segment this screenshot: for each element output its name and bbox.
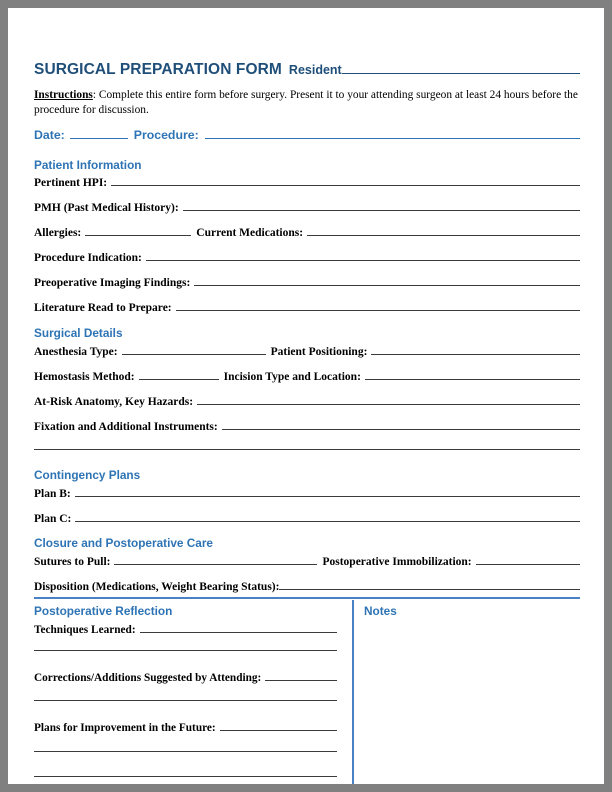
input-pertinent-hpi[interactable] bbox=[111, 175, 580, 186]
notes-column bbox=[364, 604, 574, 780]
field-row-pmh bbox=[34, 200, 580, 214]
procedure-input[interactable] bbox=[205, 126, 580, 139]
label-sutures-to-pull: Sutures to Pull: bbox=[34, 556, 111, 568]
label-incision-type-location: Incision Type and Location: bbox=[223, 371, 361, 383]
input-sutures-to-pull[interactable] bbox=[114, 554, 317, 565]
input-incision-type-location[interactable] bbox=[365, 369, 580, 380]
section-heading-contingency-plans: Contingency Plans bbox=[34, 468, 141, 482]
input-allergies[interactable] bbox=[85, 225, 191, 236]
label-allergies: Allergies: bbox=[34, 227, 82, 239]
label-plan-c: Plan C: bbox=[34, 513, 72, 525]
input-current-medications[interactable] bbox=[307, 225, 580, 236]
instructions-text: : Complete this entire form before surgery. Present it to your attending surgeon at least 24 hours before the procedure for discussion. bbox=[34, 89, 578, 116]
field-row-preoperative-imaging-findings bbox=[34, 275, 580, 289]
field-row-corrections-additions bbox=[34, 670, 337, 684]
field-row-literature-read bbox=[34, 300, 580, 314]
instructions-paragraph bbox=[34, 88, 578, 117]
input-anesthesia-type[interactable] bbox=[122, 344, 266, 355]
label-current-medications: Current Medications: bbox=[196, 227, 304, 239]
label-hemostasis-method: Hemostasis Method: bbox=[34, 371, 135, 383]
label-procedure-indication: Procedure Indication: bbox=[34, 252, 142, 264]
field-row-techniques-learned bbox=[34, 622, 337, 636]
input-corrections-additions[interactable] bbox=[265, 670, 337, 681]
field-row-at-risk-anatomy bbox=[34, 394, 580, 408]
input-fixation-instruments[interactable] bbox=[222, 419, 580, 430]
page-title: SURGICAL PREPARATION FORM bbox=[34, 61, 282, 78]
field-row-allergies-medications bbox=[34, 225, 580, 239]
field-row-fixation-instruments bbox=[34, 419, 580, 433]
field-row-disposition bbox=[34, 579, 580, 593]
section-heading-closure-postoperative-care: Closure and Postoperative Care bbox=[34, 536, 213, 550]
label-disposition: Disposition (Medications, Weight Bearing Status): bbox=[34, 581, 280, 593]
input-fixation-instruments-continued[interactable] bbox=[34, 449, 580, 450]
field-row-procedure-indication bbox=[34, 250, 580, 264]
label-anesthesia-type: Anesthesia Type: bbox=[34, 346, 118, 358]
procedure-label: Procedure: bbox=[133, 128, 199, 142]
input-techniques-learned[interactable] bbox=[140, 622, 337, 633]
field-row-pertinent-hpi bbox=[34, 175, 580, 189]
field-row-hemostasis-incision bbox=[34, 369, 580, 383]
section-heading-postoperative-reflection: Postoperative Reflection bbox=[34, 604, 173, 618]
label-fixation-instruments: Fixation and Additional Instruments: bbox=[34, 421, 218, 433]
label-at-risk-anatomy: At-Risk Anatomy, Key Hazards: bbox=[34, 396, 194, 408]
label-postoperative-immobilization: Postoperative Immobilization: bbox=[322, 556, 472, 568]
input-plans-for-improvement[interactable] bbox=[220, 720, 337, 731]
postoperative-reflection-column bbox=[34, 604, 344, 734]
input-literature-read-to-prepare[interactable] bbox=[176, 300, 580, 311]
input-corrections-additions-continued[interactable] bbox=[34, 700, 337, 701]
input-procedure-indication[interactable] bbox=[146, 250, 580, 261]
label-plans-for-improvement: Plans for Improvement in the Future: bbox=[34, 722, 216, 734]
field-row-sutures-immobilization bbox=[34, 554, 580, 568]
field-row-plan-b bbox=[34, 486, 580, 500]
input-plan-b[interactable] bbox=[75, 486, 580, 497]
instructions-label: Instructions bbox=[34, 89, 93, 101]
label-literature-read-to-prepare: Literature Read to Prepare: bbox=[34, 302, 172, 314]
resident-field-label: Resident bbox=[288, 63, 342, 77]
section-heading-notes: Notes bbox=[364, 604, 397, 618]
input-patient-positioning[interactable] bbox=[371, 344, 580, 355]
label-patient-positioning: Patient Positioning: bbox=[270, 346, 368, 358]
input-techniques-learned-continued[interactable] bbox=[34, 650, 337, 651]
vertical-divider bbox=[352, 600, 354, 784]
input-preoperative-imaging-findings[interactable] bbox=[194, 275, 580, 286]
input-plans-for-improvement-continued-1[interactable] bbox=[34, 751, 337, 752]
page-content bbox=[34, 8, 580, 784]
input-plan-c[interactable] bbox=[75, 511, 580, 522]
field-row-anesthesia-positioning bbox=[34, 344, 580, 358]
date-label: Date: bbox=[34, 128, 65, 142]
notes-input-area[interactable] bbox=[364, 620, 574, 780]
horizontal-divider bbox=[34, 597, 580, 599]
label-pmh: PMH (Past Medical History): bbox=[34, 202, 179, 214]
form-title-row bbox=[34, 60, 580, 79]
form-page bbox=[8, 8, 604, 784]
input-plans-for-improvement-continued-2[interactable] bbox=[34, 776, 337, 777]
resident-name-input[interactable] bbox=[342, 60, 580, 74]
input-disposition[interactable] bbox=[279, 579, 580, 590]
input-postoperative-immobilization[interactable] bbox=[476, 554, 580, 565]
input-pmh[interactable] bbox=[183, 200, 580, 211]
label-pertinent-hpi: Pertinent HPI: bbox=[34, 177, 108, 189]
input-hemostasis-method[interactable] bbox=[139, 369, 219, 380]
section-heading-patient-information: Patient Information bbox=[34, 158, 142, 172]
field-row-plan-c bbox=[34, 511, 580, 525]
label-preoperative-imaging-findings: Preoperative Imaging Findings: bbox=[34, 277, 191, 289]
section-heading-surgical-details: Surgical Details bbox=[34, 326, 123, 340]
field-row-plans-improvement bbox=[34, 720, 337, 734]
input-at-risk-anatomy[interactable] bbox=[197, 394, 580, 405]
date-procedure-row bbox=[34, 126, 580, 142]
date-input[interactable] bbox=[70, 126, 128, 139]
label-techniques-learned: Techniques Learned: bbox=[34, 624, 136, 636]
label-corrections-additions: Corrections/Additions Suggested by Attending: bbox=[34, 672, 262, 684]
label-plan-b: Plan B: bbox=[34, 488, 71, 500]
